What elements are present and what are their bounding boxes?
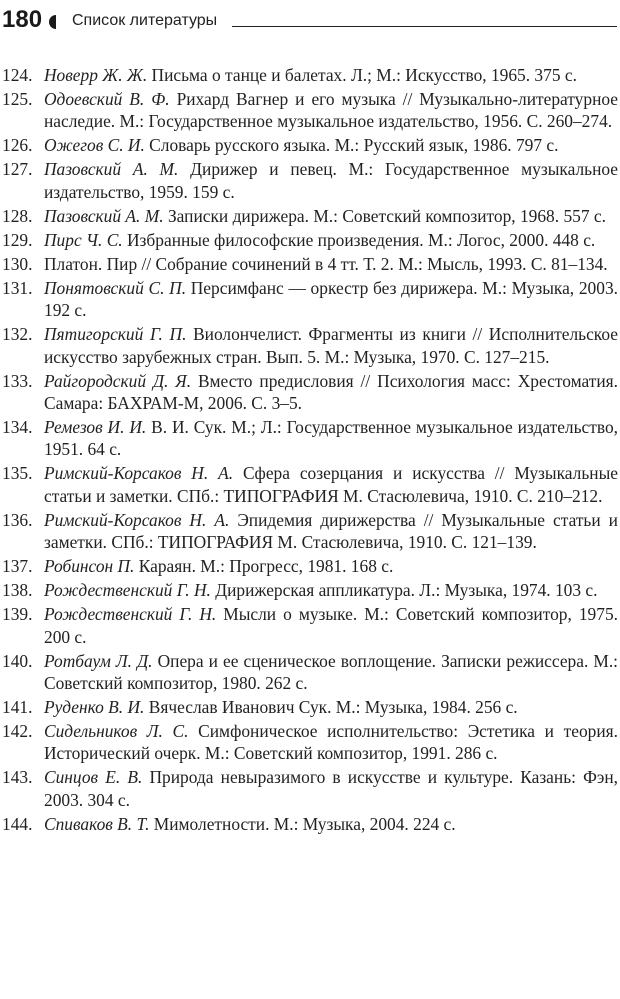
entry-author: Сидельников Л. С. bbox=[44, 721, 189, 742]
entry-author: Робинсон П. bbox=[44, 556, 135, 577]
entry-author: Римский-Корсаков Н. А. bbox=[44, 509, 230, 530]
entry-author: Римский-Корсаков Н. А. bbox=[44, 463, 234, 484]
bibliography-entry bbox=[0, 205, 620, 227]
entry-number: 131. bbox=[2, 277, 33, 298]
bibliography-entry bbox=[0, 64, 620, 86]
entry-number: 133. bbox=[2, 370, 33, 391]
entry-text: Вячеслав Иванович Сук. М.: Музыка, 1984. 256 с. bbox=[148, 697, 518, 718]
entry-author: Ожегов С. И. bbox=[44, 135, 145, 156]
bibliography-entry bbox=[0, 509, 620, 554]
entry-text: Вместо предисловия // Психология масс: Хрестоматия. Самара: БАХРАМ-М, 2006. С. 3–5. bbox=[44, 370, 618, 414]
bibliography-entry bbox=[0, 253, 620, 275]
entry-number: 143. bbox=[2, 767, 33, 788]
entry-text: Сфера созерцания и искусства // Музыкальные статьи и заметки. СПб.: ТИПОГРАФИЯ М. Стасюлевича, 1910. С. 210–212. bbox=[44, 463, 618, 506]
header-rule bbox=[232, 26, 617, 27]
entry-author: Новерр Ж. Ж. bbox=[44, 65, 148, 85]
entry-author: Спиваков В. Т. bbox=[44, 813, 150, 834]
entry-author: Ремезов И. И. bbox=[44, 417, 147, 438]
entry-author: Райгородский Д. Я. bbox=[44, 370, 192, 391]
entry-author: Рождественский Г. Н. bbox=[44, 604, 217, 625]
entry-number: 129. bbox=[2, 229, 33, 250]
bibliography-entry bbox=[0, 158, 620, 203]
entry-text: Симфоническое исполнительство: Эстетика и теория. Исторический очерк. М.: Советский композитор, 1991. 286 с. bbox=[44, 721, 618, 764]
page-header bbox=[0, 6, 620, 36]
bibliography-entry bbox=[0, 416, 620, 461]
bibliography-entry bbox=[0, 603, 620, 648]
bibliography-list bbox=[0, 64, 620, 837]
bibliography-entry bbox=[0, 555, 620, 577]
entry-number: 132. bbox=[2, 324, 33, 345]
bibliography-entry bbox=[0, 766, 620, 811]
entry-author: Рождественский Г. Н. bbox=[44, 580, 211, 601]
bibliography-entry bbox=[0, 134, 620, 156]
page-number: 180 bbox=[2, 6, 43, 33]
entry-text: Опера и ее сценическое воплощение. Записки режиссера. М.: Советский композитор, 1980. 262 с. bbox=[44, 650, 619, 694]
entry-number: 136. bbox=[2, 509, 33, 530]
entry-text: Природа невыразимого в искусстве и культуре. Казань: Фэн, 2003. 304 с. bbox=[44, 767, 618, 810]
bibliography-entry bbox=[0, 696, 620, 718]
entry-text: Виолончелист. Фрагменты из книги // Исполнительское искусство зарубежных стран. Вып. 5. М.: Музыка, 1970. С. 127–215. bbox=[44, 324, 618, 367]
entry-number: 124. bbox=[2, 65, 33, 85]
bibliography-entry bbox=[0, 88, 620, 133]
bibliography-entry bbox=[0, 323, 620, 368]
entry-number: 138. bbox=[2, 580, 33, 601]
entry-number: 128. bbox=[2, 205, 33, 226]
entry-author: Пазовский А. М. bbox=[44, 159, 179, 180]
entry-number: 141. bbox=[2, 697, 33, 718]
bibliography-entry bbox=[0, 650, 620, 695]
bibliography-entry bbox=[0, 813, 620, 835]
entry-text: В. И. Сук. М.; Л.: Государственное музыкальное издательство, 1951. 64 с. bbox=[44, 417, 618, 460]
entry-text: Платон. Пир // Собрание сочинений в 4 тт. Т. 2. М.: Мысль, 1993. С. 81–134. bbox=[44, 253, 608, 274]
entry-author: Пазовский А. М. bbox=[44, 205, 164, 226]
half-circle-marker-icon bbox=[49, 15, 56, 29]
entry-number: 137. bbox=[2, 556, 33, 577]
entry-text: Рихард Вагнер и его музыка // Музыкально-литературное наследие. М.: Государственное музыкальное издательство, 1956. С. 260–274. bbox=[44, 89, 618, 132]
bibliography-entry bbox=[0, 277, 620, 322]
bibliography-entry bbox=[0, 579, 620, 601]
bibliography-entry bbox=[0, 462, 620, 507]
entry-number: 127. bbox=[2, 159, 33, 180]
entry-text: Эпидемия дирижерства // Музыкальные статьи и заметки. СПб.: ТИПОГРАФИЯ М. Стасюлевича, 1910. С. 121–139. bbox=[44, 509, 618, 553]
entry-text: Мимолетности. М.: Музыка, 2004. 224 с. bbox=[153, 813, 456, 834]
entry-author: Одоевский В. Ф. bbox=[44, 89, 170, 109]
entry-number: 140. bbox=[2, 650, 33, 671]
bibliography-entry bbox=[0, 370, 620, 415]
entry-number: 134. bbox=[2, 417, 33, 438]
bibliography-entry bbox=[0, 720, 620, 765]
entry-text: Дирижерская аппликатура. Л.: Музыка, 1974. 103 с. bbox=[215, 580, 598, 601]
entry-author: Ротбаум Л. Д. bbox=[44, 650, 153, 671]
entry-text: Караян. М.: Прогресс, 1981. 168 с. bbox=[138, 556, 394, 577]
entry-text: Дирижер и певец. М.: Государственное музыкальное издательство, 1959. 159 с. bbox=[44, 159, 618, 202]
entry-author: Пирс Ч. С. bbox=[44, 229, 123, 250]
entry-number: 142. bbox=[2, 721, 33, 742]
entry-text: Записки дирижера. М.: Советский композитор, 1968. 557 с. bbox=[167, 205, 606, 226]
entry-author: Пятигорский Г. П. bbox=[44, 324, 187, 345]
entry-author: Руденко В. И. bbox=[44, 697, 145, 718]
entry-text: Письма о танце и балетах. Л.; М.: Искусство, 1965. 375 с. bbox=[151, 65, 577, 85]
bibliography-entry bbox=[0, 229, 620, 251]
entry-text: Словарь русского языка. М.: Русский язык, 1986. 797 с. bbox=[149, 135, 559, 156]
entry-text: Персимфанс — оркестр без дирижера. М.: Музыка, 2003. 192 с. bbox=[44, 277, 618, 321]
running-title: Список литературы bbox=[72, 12, 218, 29]
entry-text: Мысли о музыке. М.: Советский композитор, 1975. 200 с. bbox=[44, 604, 618, 647]
entry-number: 135. bbox=[2, 463, 33, 484]
entry-text: Избранные философские произведения. М.: Логос, 2000. 448 с. bbox=[127, 229, 596, 250]
entry-number: 144. bbox=[2, 813, 33, 834]
entry-number: 139. bbox=[2, 604, 33, 625]
entry-author: Понятовский С. П. bbox=[44, 277, 187, 298]
entry-author: Синцов Е. В. bbox=[44, 767, 143, 788]
entry-number: 130. bbox=[2, 253, 33, 274]
entry-number: 125. bbox=[2, 89, 33, 109]
entry-number: 126. bbox=[2, 135, 33, 156]
